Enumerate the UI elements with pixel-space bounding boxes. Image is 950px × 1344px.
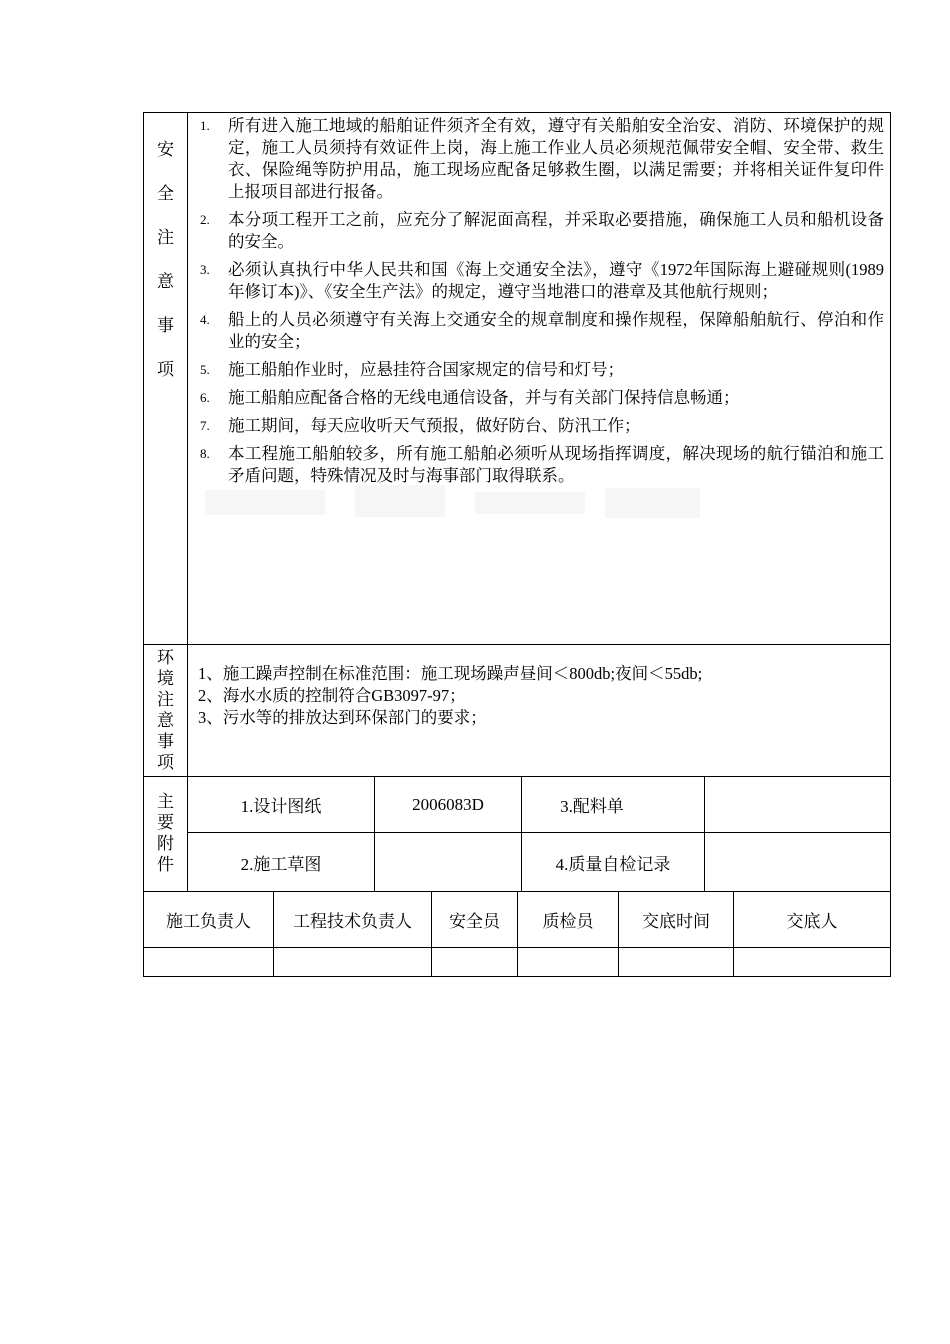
environment-label: 环 境 注 意 事 项: [157, 648, 174, 772]
value-safety-officer[interactable]: [432, 948, 517, 976]
environment-section: [143, 644, 891, 777]
environment-text: [188, 645, 702, 729]
watermark-smudge: [205, 480, 705, 525]
environment-line: 3、污水等的排放达到环保部门的要求；: [198, 708, 487, 727]
header-construction-lead: 施工负责人: [166, 912, 251, 931]
attachments-label: 主 要 附 件: [157, 792, 174, 874]
attachments-section: [143, 776, 891, 892]
value-quality-inspector[interactable]: [518, 948, 618, 976]
header-technical-lead: 工程技术负责人: [293, 912, 412, 931]
attachment-material-list-value: [705, 777, 891, 832]
list-item: 7. 施工期间，每天应收听天气预报，做好防台、防汛工作；: [200, 416, 641, 435]
attachment-quality-record-value: [705, 833, 891, 891]
header-disclosure-time: 交底时间: [642, 912, 710, 931]
attachment-construction-sketch: 2.施工草图: [240, 854, 322, 874]
attachment-construction-sketch-value: [375, 833, 521, 891]
safety-list: [188, 113, 892, 493]
list-item: 1. 所有进入施工地域的船舶证件须齐全有效，遵守有关船舶安全治安、消防、环境保护的规定，施工人员须持有效证件上岗，海上施工作业人员必须规范佩带安全帽、安全带、救生衣、保险绳等防护用品，施工现场应配备足够救生圈，以满足需要；并将相关证件复印件上报项目部进行报备。: [200, 116, 884, 201]
environment-line: 1、施工躁声控制在标准范围：施工现场躁声昼间＜800db;夜间＜55db;: [198, 664, 703, 683]
list-item: 3. 必须认真执行中华人民共和国《海上交通安全法》，遵守《1972年国际海上避碰规则(1989年修订本)》、《安全生产法》的规定，遵守当地港口的港章及其他航行规则；: [200, 260, 884, 301]
value-construction-lead[interactable]: [144, 948, 273, 976]
list-item: 8. 本工程施工船舶较多，所有施工船舶必须听从现场指挥调度，解决现场的航行锚泊和施工矛盾问题，特殊情况及时与海事部门取得联系。: [200, 444, 884, 485]
value-technical-lead[interactable]: [274, 948, 431, 976]
attachment-design-drawing-number: 2006083D: [412, 794, 484, 814]
attachment-material-list: 3.配料单: [560, 797, 624, 816]
safety-label: 安 全 注 意 事 项: [157, 140, 174, 379]
signoff-section: [143, 891, 891, 977]
list-item: 5. 施工船舶作业时，应悬挂符合国家规定的信号和灯号；: [200, 360, 624, 379]
header-discloser: 交底人: [786, 912, 838, 931]
header-quality-inspector: 质检员: [542, 912, 594, 931]
list-item: 4. 船上的人员必须遵守有关海上交通安全的规章制度和操作规程，保障船舶航行、停泊和作业的安全；: [200, 310, 884, 351]
value-disclosure-time[interactable]: [619, 948, 733, 976]
attachment-design-drawing: 1.设计图纸: [240, 797, 322, 816]
value-discloser[interactable]: [734, 948, 890, 976]
safety-section: [143, 112, 891, 645]
list-item: 6. 施工船舶应配备合格的无线电通信设备，并与有关部门保持信息畅通；: [200, 388, 740, 407]
environment-line: 2、海水水质的控制符合GB3097-97；: [198, 686, 466, 705]
attachment-quality-record: 4.质量自检记录: [555, 854, 671, 874]
list-item: 2. 本分项工程开工之前，应充分了解泥面高程，并采取必要措施，确保施工人员和船机设备的安全。: [200, 210, 884, 251]
header-safety-officer: 安全员: [449, 912, 500, 931]
